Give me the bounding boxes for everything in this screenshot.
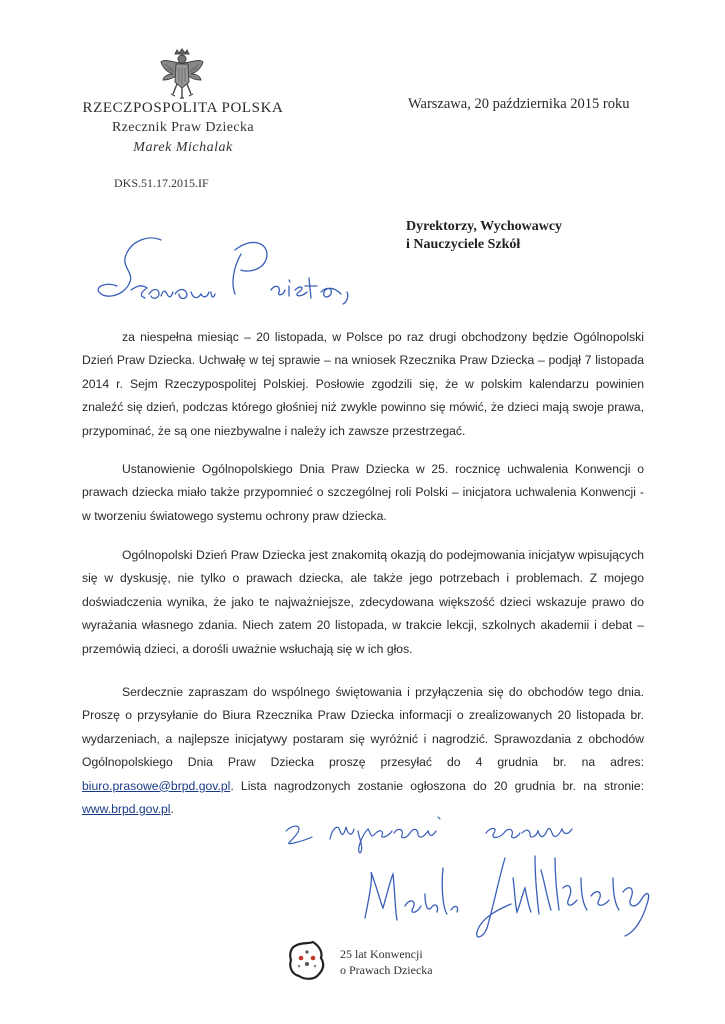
- paragraph-1: za niespełna miesiąc – 20 listopada, w Polsce po raz drugi obchodzony będzie Ogólnopolski Dzień Praw Dziecka. Uchwałę w tej sprawie – na wniosek Rzecznika Praw Dziecka – podjął 7 listopada 2014 r. Sejm Rzeczypospolitej Polskiej. Posłowie zgodzili się, że w polskim kalendarzu powinien znaleźć się dzień, podczas którego głośniej niż zwykle powinno się mówić, że dzieci mają swoje prawa, przypominać, że są one niezbywalne i należy ich zawsze przestrzegać.: [82, 330, 644, 438]
- paragraph-4: Serdecznie zapraszam do wspólnego świętowania i przyłączenia się do obchodów tego dnia. Proszę o przysyłanie do Biura Rzecznika Praw Dziecka informacji o zrealizowanych 20 listopada br. wydarzeniach, a najlepsze inicjatywy postaram się wyróżnić i nagrodzić. Sprawozdania z obchodów Ogólnopolskiego Dnia Praw Dziecka proszę przesyłać do 4 grudnia br. na adres: biuro.prasowe@brpd.gov.pl. Lista nagrodzonych zostanie ogłoszona do 20 grudnia br. na stronie: www.brpd.gov.pl.: [82, 685, 644, 817]
- recipient-line-1: Dyrektorzy, Wychowawcy: [406, 219, 563, 234]
- website-link[interactable]: www.brpd.gov.pl: [82, 802, 171, 817]
- email-link[interactable]: biuro.prasowe@brpd.gov.pl: [82, 778, 231, 793]
- convention-logo-icon: [287, 940, 327, 982]
- letter-date: Warszawa, 20 października 2015 roku: [408, 96, 630, 112]
- header-office: Rzecznik Praw Dziecka: [111, 120, 255, 135]
- header-republic: RZECZPOSPOLITA POLSKA: [82, 100, 284, 116]
- recipient-block: [406, 218, 562, 254]
- recipient-line-2: i Nauczyciele Szkół: [406, 237, 521, 252]
- logo-caption-line-2: o Prawach Dziecka: [340, 963, 433, 977]
- reference-number: DKS.51.17.2015.IF: [114, 176, 209, 190]
- eagle-emblem-icon: [159, 48, 205, 102]
- paragraph-2: Ustanowienie Ogólnopolskiego Dnia Praw Dziecka w 25. rocznicę uchwalenia Konwencji o prawach dziecka miało także przypomnieć o szczególnej roli Polski – inicjatora uchwalenia Konwencji - w tworzeniu światowego systemu ochrony praw dziecka.: [82, 462, 644, 523]
- logo-caption-line-1: 25 lat Konwencji: [340, 947, 423, 961]
- paragraph-3: Ogólnopolski Dzień Praw Dziecka jest znakomitą okazją do podejmowania inicjatyw wpisujących się w dyskusję, nie tylko o prawach dziecka, ale także jego potrzebach i problemach. Z mojego doświadczenia wynika, że jako te najważniejsze, zdecydowana większość dzieci wskazuje prawo do wyrażania własnego zdania. Niech zatem 20 listopada, w trakcie lekcji, szkolnych akademii i debat – przemówią dzieci, a dorośli uważnie wsłuchają się w ich głos.: [82, 548, 644, 656]
- header-person: Marek Michalak: [133, 140, 233, 155]
- handwritten-salutation: [95, 228, 365, 318]
- handwritten-signature: [355, 848, 655, 943]
- logo-caption: [340, 946, 433, 978]
